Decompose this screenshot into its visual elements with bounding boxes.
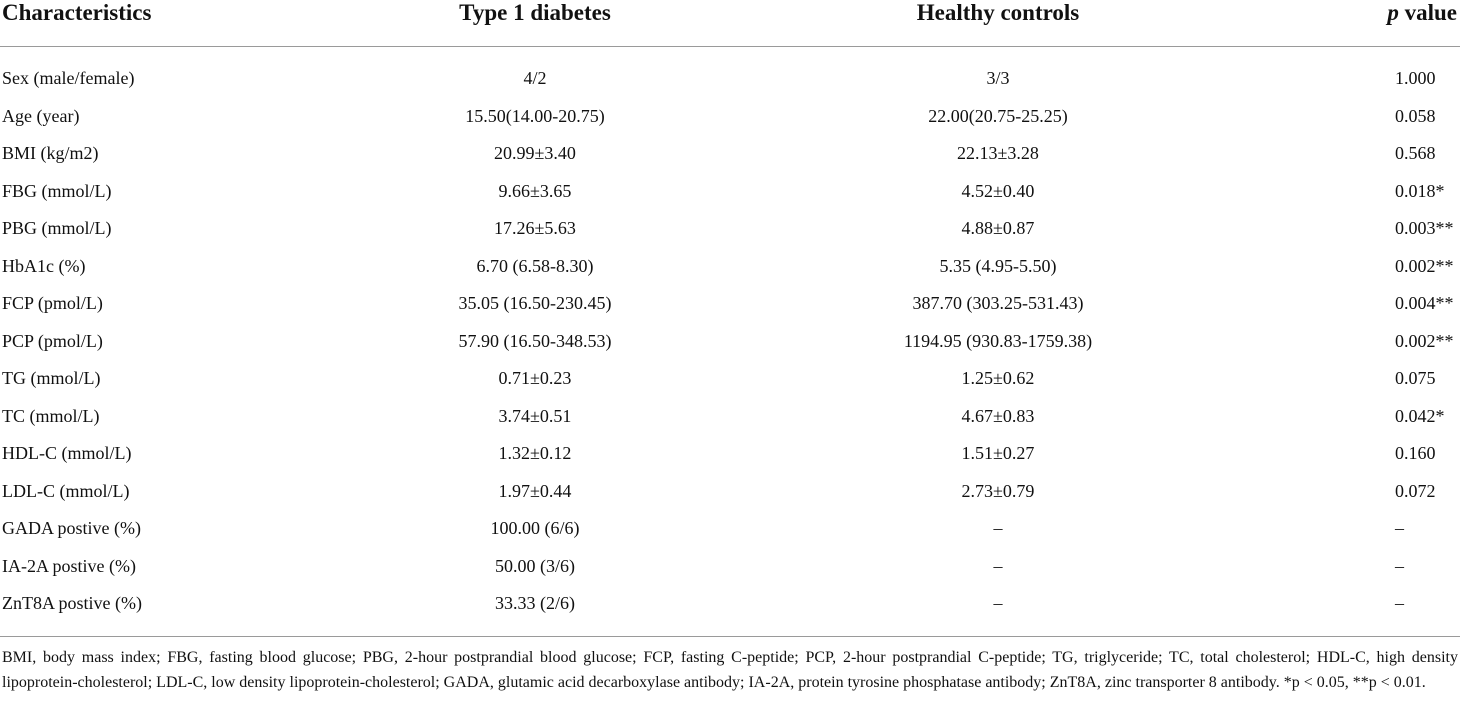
p-value: – bbox=[1395, 555, 1404, 576]
header-type1-diabetes: Type 1 diabetes bbox=[459, 0, 611, 25]
type1-value: 33.33 (2/6) bbox=[495, 593, 575, 613]
table-header bbox=[0, 0, 1460, 46]
p-value: 0.058 bbox=[1395, 105, 1436, 126]
type1-value: 15.50(14.00-20.75) bbox=[465, 105, 605, 126]
row-label: FBG (mmol/L) bbox=[2, 180, 112, 201]
row-label: HbA1c (%) bbox=[2, 255, 86, 276]
row-label: TC (mmol/L) bbox=[2, 405, 100, 426]
p-value: 0.568 bbox=[1395, 143, 1436, 163]
healthy-value: – bbox=[993, 593, 1003, 613]
p-value: 0.002** bbox=[1395, 330, 1454, 351]
row-label: LDL-C (mmol/L) bbox=[2, 480, 130, 501]
healthy-value: 1.25±0.62 bbox=[961, 368, 1035, 388]
header-p-rest: value bbox=[1398, 0, 1457, 25]
row-label: Sex (male/female) bbox=[2, 68, 135, 88]
type1-value: 4/2 bbox=[523, 68, 547, 88]
table-row bbox=[0, 359, 1460, 397]
p-value: 0.075 bbox=[1395, 368, 1436, 388]
table-row bbox=[0, 97, 1460, 135]
healthy-value: 22.00(20.75-25.25) bbox=[928, 105, 1068, 126]
row-label: IA-2A postive (%) bbox=[2, 555, 136, 576]
p-value: – bbox=[1395, 518, 1404, 538]
row-label: PCP (pmol/L) bbox=[2, 330, 103, 351]
table-row bbox=[0, 209, 1460, 247]
type1-value: 17.26±5.63 bbox=[494, 218, 576, 238]
p-value: – bbox=[1395, 593, 1404, 613]
footer-divider bbox=[0, 636, 1460, 637]
type1-value: 100.00 (6/6) bbox=[490, 518, 580, 538]
table-row bbox=[0, 547, 1460, 585]
table-footnote: BMI, body mass index; FBG, fasting blood glucose; PBG, 2-hour postprandial blood glucose; FCP, fasting C-peptide; PCP, 2-hour postprandial C-peptide; TG, triglyceride; TC, total cholesterol; HDL-C, high density lipoprotein-cholesterol; LDL-C, low density lipoprotein-cholesterol; GADA, glutamic acid decarboxylase antibody; IA-2A, protein tyrosine phosphatase antibody; ZnT8A, zinc transporter 8 antibody. *p < 0.05, **p < 0.01. bbox=[2, 649, 1458, 691]
row-label: BMI (kg/m2) bbox=[2, 143, 99, 163]
header-characteristics: Characteristics bbox=[2, 0, 152, 25]
healthy-value: – bbox=[993, 518, 1003, 538]
header-p-italic: p bbox=[1387, 0, 1399, 25]
header-p-value bbox=[1387, 0, 1457, 26]
healthy-value: 4.52±0.40 bbox=[961, 180, 1035, 201]
row-label: ZnT8A postive (%) bbox=[2, 593, 142, 613]
p-value: 0.018* bbox=[1395, 180, 1445, 201]
p-value: 0.042* bbox=[1395, 405, 1445, 426]
p-value: 0.160 bbox=[1395, 443, 1436, 463]
table-row bbox=[0, 134, 1460, 172]
healthy-value: – bbox=[993, 555, 1003, 576]
row-label: Age (year) bbox=[2, 105, 80, 126]
table-row bbox=[0, 434, 1460, 472]
row-label: FCP (pmol/L) bbox=[2, 293, 103, 313]
table-row bbox=[0, 247, 1460, 285]
header-divider bbox=[0, 46, 1460, 47]
row-label: GADA postive (%) bbox=[2, 518, 141, 538]
table-row bbox=[0, 472, 1460, 510]
type1-value: 3.74±0.51 bbox=[498, 405, 572, 426]
table-row bbox=[0, 284, 1460, 322]
row-label: TG (mmol/L) bbox=[2, 368, 101, 388]
healthy-value: 2.73±0.79 bbox=[961, 480, 1035, 501]
healthy-value: 22.13±3.28 bbox=[957, 143, 1039, 163]
type1-value: 50.00 (3/6) bbox=[495, 555, 575, 576]
type1-value: 1.97±0.44 bbox=[498, 480, 572, 501]
table-row bbox=[0, 584, 1460, 622]
row-label: HDL-C (mmol/L) bbox=[2, 443, 132, 463]
healthy-value: 5.35 (4.95-5.50) bbox=[939, 255, 1057, 276]
healthy-value: 1194.95 (930.83-1759.38) bbox=[903, 330, 1093, 351]
type1-value: 35.05 (16.50-230.45) bbox=[458, 293, 612, 313]
type1-value: 9.66±3.65 bbox=[498, 180, 572, 201]
p-value: 0.072 bbox=[1395, 480, 1436, 501]
table-row bbox=[0, 509, 1460, 547]
type1-value: 6.70 (6.58-8.30) bbox=[476, 255, 594, 276]
table-row bbox=[0, 322, 1460, 360]
row-label: PBG (mmol/L) bbox=[2, 218, 112, 238]
p-value: 0.002** bbox=[1395, 255, 1454, 276]
type1-value: 20.99±3.40 bbox=[494, 143, 576, 163]
healthy-value: 1.51±0.27 bbox=[961, 443, 1035, 463]
healthy-value: 4.67±0.83 bbox=[961, 405, 1035, 426]
p-value: 0.004** bbox=[1395, 293, 1454, 313]
healthy-value: 4.88±0.87 bbox=[961, 218, 1035, 238]
p-value: 1.000 bbox=[1395, 68, 1436, 88]
header-healthy-controls: Healthy controls bbox=[916, 0, 1080, 25]
type1-value: 57.90 (16.50-348.53) bbox=[458, 330, 612, 351]
healthy-value: 387.70 (303.25-531.43) bbox=[912, 293, 1084, 313]
p-value: 0.003** bbox=[1395, 218, 1454, 238]
type1-value: 1.32±0.12 bbox=[498, 443, 572, 463]
table-row bbox=[0, 59, 1460, 97]
type1-value: 0.71±0.23 bbox=[498, 368, 572, 388]
table-row bbox=[0, 172, 1460, 210]
healthy-value: 3/3 bbox=[986, 68, 1010, 88]
table-body bbox=[0, 59, 1460, 622]
table-row bbox=[0, 397, 1460, 435]
